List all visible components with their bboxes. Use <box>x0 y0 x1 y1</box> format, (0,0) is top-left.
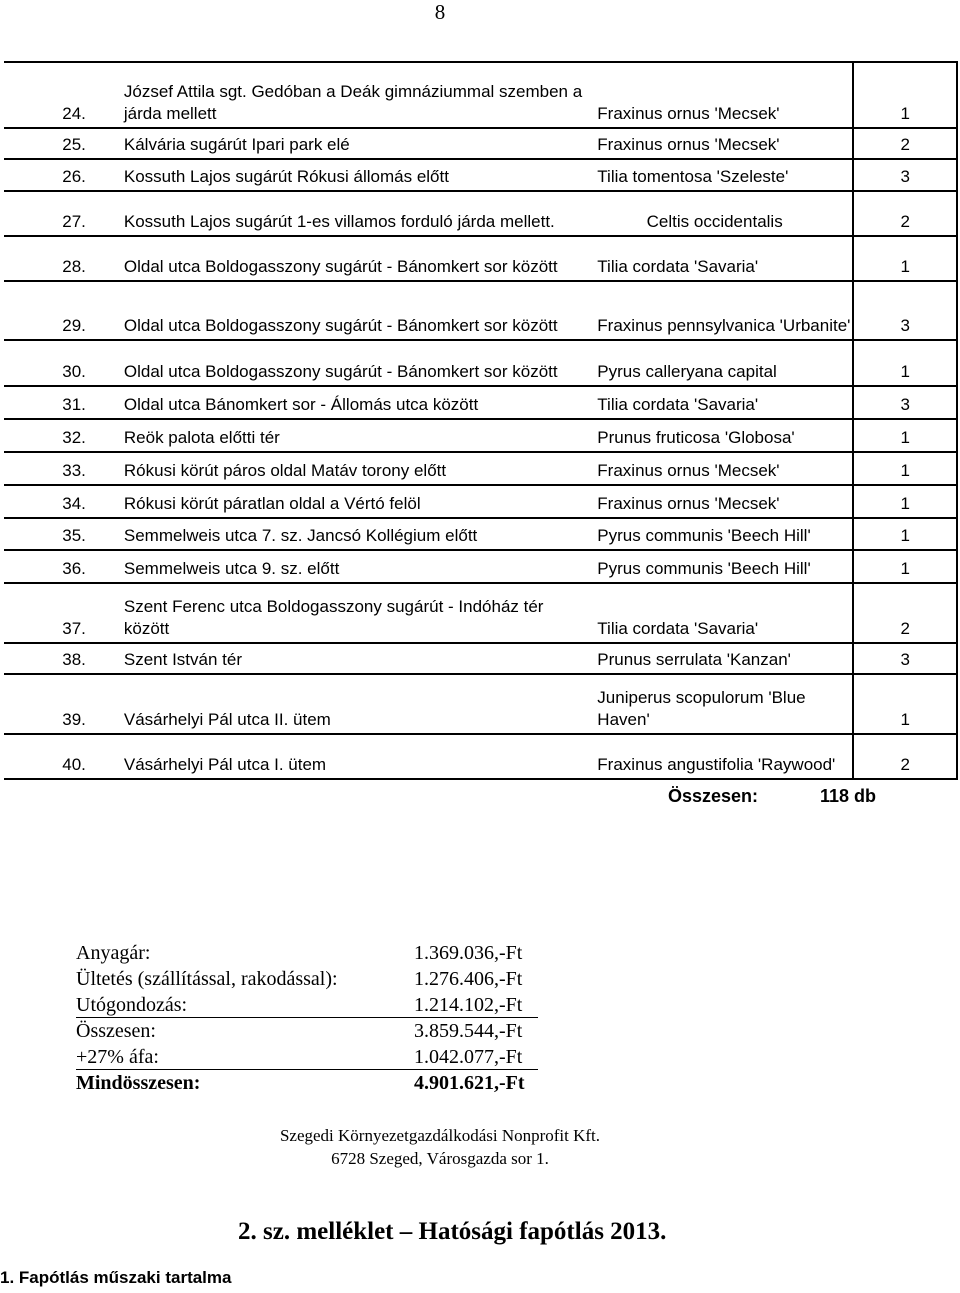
annex-title: 2. sz. melléklet – Hatósági fapótlás 2013. <box>238 1218 667 1245</box>
row-number: 27. <box>4 191 116 236</box>
row-location: Oldal utca Boldogasszony sugárút - Bánomkert sor között <box>116 340 591 386</box>
row-quantity: 1 <box>853 419 957 452</box>
cost-row-material <box>76 940 556 966</box>
row-location: Kossuth Lajos sugárút 1-es villamos forduló járda mellett. <box>116 191 591 236</box>
table-row <box>4 583 957 643</box>
row-species: Pyrus communis 'Beech Hill' <box>591 518 853 550</box>
row-number: 35. <box>4 518 116 550</box>
row-quantity: 1 <box>853 452 957 485</box>
row-species: Fraxinus pennsylvanica 'Urbanite' <box>591 281 853 340</box>
cost-label: Ültetés (szállítással, rakodással): <box>76 968 338 990</box>
row-location: Kossuth Lajos sugárút Rókusi állomás előtt <box>116 159 591 191</box>
row-number: 31. <box>4 386 116 419</box>
row-species: Pyrus communis 'Beech Hill' <box>591 550 853 583</box>
row-quantity: 3 <box>853 159 957 191</box>
company-address: 6728 Szeged, Városgazda sor 1. <box>331 1149 549 1168</box>
row-quantity: 3 <box>853 281 957 340</box>
row-quantity: 1 <box>853 550 957 583</box>
table-row <box>4 191 957 236</box>
table-row <box>4 518 957 550</box>
table-row <box>4 643 957 674</box>
cost-label: Anyagár: <box>76 942 151 964</box>
row-location: Semmelweis utca 9. sz. előtt <box>116 550 591 583</box>
cost-label: Mindösszesen: <box>76 1072 201 1094</box>
row-location: Reök palota előtti tér <box>116 419 591 452</box>
table-row <box>4 340 957 386</box>
row-number: 39. <box>4 674 116 734</box>
cost-row-aftercare <box>76 992 538 1018</box>
summary-total-count: 118 db <box>820 786 877 806</box>
row-location: Szent Ferenc utca Boldogasszony sugárút - Indóház tér között <box>116 583 591 643</box>
table-row <box>4 62 957 128</box>
row-number: 33. <box>4 452 116 485</box>
row-number: 30. <box>4 340 116 386</box>
row-location: József Attila sgt. Gedóban a Deák gimnáziummal szemben a járda mellett <box>116 62 591 128</box>
cost-label: +27% áfa: <box>76 1046 159 1068</box>
cost-value: 3.859.544,-Ft <box>414 1020 523 1042</box>
row-location: Rókusi körút páros oldal Matáv torony előtt <box>116 452 591 485</box>
row-species: Tilia cordata 'Savaria' <box>591 386 853 419</box>
table-row <box>4 159 957 191</box>
cost-row-subtotal <box>76 1018 556 1044</box>
table-row <box>4 485 957 518</box>
tree-planting-table <box>4 61 958 780</box>
section-label: 1. Fapótlás műszaki tartalma <box>0 1268 232 1287</box>
row-number: 37. <box>4 583 116 643</box>
table-row <box>4 128 957 159</box>
row-number: 38. <box>4 643 116 674</box>
cost-value: 1.369.036,-Ft <box>414 942 523 964</box>
row-quantity: 2 <box>853 191 957 236</box>
row-location: Semmelweis utca 7. sz. Jancsó Kollégium előtt <box>116 518 591 550</box>
cost-row-grand-total <box>76 1070 556 1096</box>
row-location: Oldal utca Bánomkert sor - Állomás utca között <box>116 386 591 419</box>
table-row <box>4 674 957 734</box>
row-species: Pyrus calleryana capital <box>591 340 853 386</box>
row-species: Prunus fruticosa 'Globosa' <box>591 419 853 452</box>
row-location: Vásárhelyi Pál utca II. ütem <box>116 674 591 734</box>
row-number: 36. <box>4 550 116 583</box>
table-row <box>4 452 957 485</box>
summary-label: Összesen: <box>668 786 759 806</box>
table-row <box>4 419 957 452</box>
cost-row-vat <box>76 1044 538 1070</box>
company-info <box>0 1124 880 1170</box>
row-location: Oldal utca Boldogasszony sugárút - Bánomkert sor között <box>116 236 591 281</box>
table-summary <box>0 786 960 810</box>
row-species: Tilia cordata 'Savaria' <box>591 236 853 281</box>
row-quantity: 2 <box>853 128 957 159</box>
row-quantity: 2 <box>853 583 957 643</box>
cost-value: 4.901.621,-Ft <box>414 1072 525 1094</box>
cost-value: 1.042.077,-Ft <box>414 1046 523 1068</box>
table-row <box>4 550 957 583</box>
row-species: Tilia tomentosa 'Szeleste' <box>591 159 853 191</box>
row-quantity: 1 <box>853 674 957 734</box>
cost-breakdown <box>76 940 556 1096</box>
cost-label: Összesen: <box>76 1020 156 1042</box>
row-quantity: 1 <box>853 340 957 386</box>
table-row <box>4 281 957 340</box>
row-quantity: 1 <box>853 62 957 128</box>
row-number: 40. <box>4 734 116 779</box>
row-number: 28. <box>4 236 116 281</box>
row-number: 29. <box>4 281 116 340</box>
cost-label: Utógondozás: <box>76 994 188 1016</box>
table-row <box>4 386 957 419</box>
table-row <box>4 236 957 281</box>
row-quantity: 1 <box>853 485 957 518</box>
row-number: 34. <box>4 485 116 518</box>
row-location: Kálvária sugárút Ipari park elé <box>116 128 591 159</box>
row-species: Fraxinus ornus 'Mecsek' <box>591 62 853 128</box>
cost-value: 1.214.102,-Ft <box>414 994 523 1016</box>
row-quantity: 2 <box>853 734 957 779</box>
row-quantity: 1 <box>853 518 957 550</box>
company-name: Szegedi Környezetgazdálkodási Nonprofit Kft. <box>279 1126 601 1145</box>
row-number: 32. <box>4 419 116 452</box>
row-species: Fraxinus ornus 'Mecsek' <box>591 485 853 518</box>
row-quantity: 1 <box>853 236 957 281</box>
row-species: Prunus serrulata 'Kanzan' <box>591 643 853 674</box>
row-location: Vásárhelyi Pál utca I. ütem <box>116 734 591 779</box>
row-location: Szent István tér <box>116 643 591 674</box>
row-quantity: 3 <box>853 643 957 674</box>
row-number: 24. <box>4 62 116 128</box>
table-row <box>4 734 957 779</box>
cost-value: 1.276.406,-Ft <box>414 968 523 990</box>
row-species: Fraxinus angustifolia 'Raywood' <box>591 734 853 779</box>
page-number: 8 <box>434 0 446 24</box>
row-quantity: 3 <box>853 386 957 419</box>
row-species: Fraxinus ornus 'Mecsek' <box>591 452 853 485</box>
row-number: 25. <box>4 128 116 159</box>
row-location: Oldal utca Boldogasszony sugárút - Bánomkert sor között <box>116 281 591 340</box>
row-species: Fraxinus ornus 'Mecsek' <box>591 128 853 159</box>
row-species: Juniperus scopulorum 'Blue Haven' <box>591 674 853 734</box>
row-species: Tilia cordata 'Savaria' <box>591 583 853 643</box>
row-number: 26. <box>4 159 116 191</box>
cost-row-planting <box>76 966 556 992</box>
row-location: Rókusi körút páratlan oldal a Vértó felöl <box>116 485 591 518</box>
row-species: Celtis occidentalis <box>591 191 853 236</box>
